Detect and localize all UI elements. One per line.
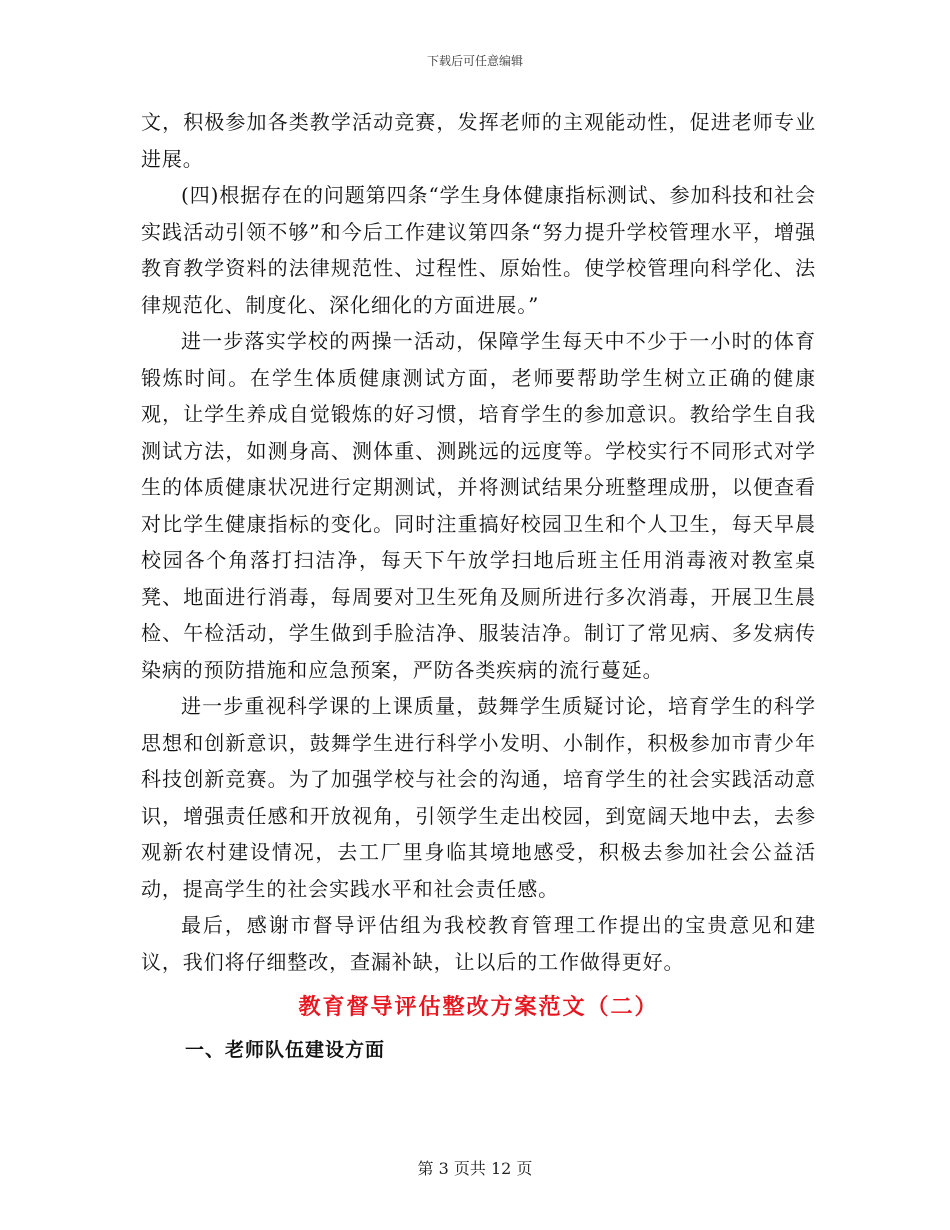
paragraph: (四)根据存在的问题第四条“学生身体健康指标测试、参加科技和社会实践活动引领不够”和今后工作建议第四条“努力提升学校管理水平，增强教育教学资料的法律规范性、过程性、原始性。使学校管理向科学化、法律规范化、制度化、深化细化的方面进展。”	[141, 183, 816, 317]
page-footer: 第 3 页共 12 页	[417, 1159, 533, 1178]
paragraph: 文，积极参加各类教学活动竞赛，发挥老师的主观能动性，促进老师专业进展。	[141, 110, 816, 171]
paragraph: 最后，感谢市督导评估组为我校教育管理工作提出的宝贵意见和建议，我们将仔细整改，查漏补缺，让以后的工作做得更好。	[141, 913, 816, 974]
section-title: 教育督导评估整改方案范文（二）	[298, 995, 659, 1020]
document-body	[141, 104, 816, 1068]
subheading: 一、老师队伍建设方面	[185, 1039, 386, 1061]
paragraph: 进一步重视科学课的上课质量，鼓舞学生质疑讨论，培育学生的科学思想和创新意识，鼓舞学生进行科学小发明、小制作，积极参加市青少年科技创新竞赛。为了加强学校与社会的沟通，培育学生的社会实践活动意识，增强责任感和开放视角，引领学生走出校园，到宽阔天地中去，去参观新农村建设情况，去工厂里身临其境地感受，积极去参加社会公益活动，提高学生的社会实践水平和社会责任感。	[141, 694, 816, 901]
paragraph: 进一步落实学校的两操一活动，保障学生每天中不少于一小时的体育锻炼时间。在学生体质健康测试方面，老师要帮助学生树立正确的健康观，让学生养成自觉锻炼的好习惯，培育学生的参加意识。教给学生自我测试方法，如测身高、测体重、测跳远的远度等。学校实行不同形式对学生的体质健康状况进行定期测试，并将测试结果分班整理成册，以便查看对比学生健康指标的变化。同时注重搞好校园卫生和个人卫生，每天早晨校园各个角落打扫洁净，每天下午放学扫地后班主任用消毒液对教室桌凳、地面进行消毒，每周要对卫生死角及厕所进行多次消毒，开展卫生晨检、午检活动，学生做到手脸洁净、服装洁净。制订了常见病、多发病传染病的预防措施和应急预案，严防各类疾病的流行蔓延。	[141, 329, 816, 682]
page-header: 下载后可任意编辑	[426, 54, 523, 68]
